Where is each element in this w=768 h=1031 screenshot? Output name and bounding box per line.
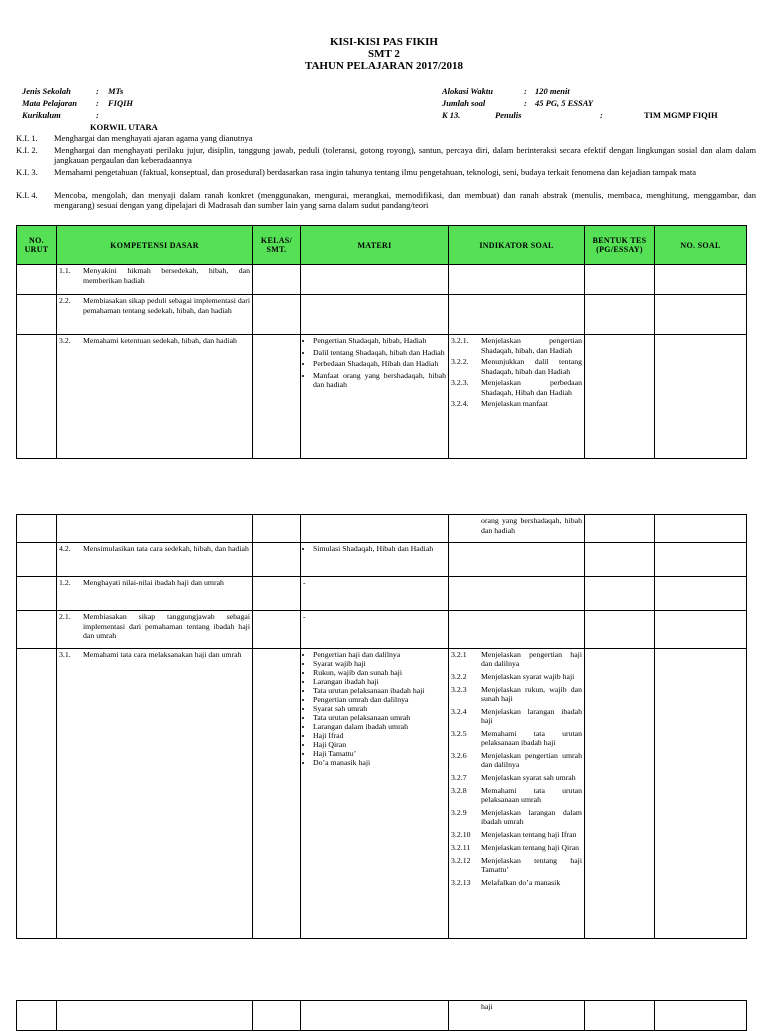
materi-item: • Simulasi Shadaqah, Hibah dan Hadiah — [313, 544, 446, 554]
kd-cell — [59, 336, 250, 346]
table-row — [17, 295, 747, 335]
materi-dash: - — [303, 578, 306, 587]
materi-item: • Tata urutan pelaksanaan umrah — [313, 713, 446, 722]
ki-3 — [16, 167, 756, 177]
materi-item: • Pengertian haji dan dalilnya — [313, 650, 446, 659]
indikator-item — [451, 830, 582, 839]
ki-1 — [16, 133, 756, 143]
indikator-item — [451, 336, 582, 355]
indikator-text: Menjelaskan pengertian haji dan dalilnya — [481, 650, 582, 668]
indikator-text: Memahami tata urutan pelaksanaan umrah — [481, 786, 582, 804]
ki-text: Menghargai dan menghayati ajaran agama yang dianutnya — [54, 133, 253, 143]
materi-item: • Syarat wajib haji — [313, 659, 446, 668]
table-row — [17, 577, 747, 611]
ki-code: K.I. 3. — [16, 167, 38, 177]
indikator-item — [451, 516, 582, 535]
indikator-text: Menjelaskan tentang haji Qiran — [481, 843, 580, 852]
doc-title-line2: SMT 2 — [368, 48, 400, 60]
kd-text: Memahami tata cara melaksanakan haji dan umrah — [83, 650, 242, 659]
indikator-text: Menjelaskan syarat sah umrah — [481, 773, 576, 782]
indikator-item — [451, 378, 582, 397]
materi-item: • Pengertian Shadaqah, hibah, Hadiah — [313, 336, 446, 346]
materi-item: • Manfaat orang yang bershadaqah, hibah dan hadiah — [313, 371, 446, 390]
penulis-label: Penulis — [495, 110, 522, 120]
indikator-text: orang yang bershadaqah, hibah dan hadiah — [481, 516, 582, 535]
kd-cell — [59, 612, 250, 641]
materi-item: • Haji Ifrad — [313, 731, 446, 740]
header-bentuk-tes: BENTUK TES (PG/ESSAY) — [585, 226, 655, 265]
kd-number: 2.2. — [59, 296, 71, 305]
indikator-number: 3.2.2. — [451, 357, 469, 366]
materi-item: • Perbedaan Shadaqah, Hibah dan Hadiah — [313, 359, 446, 369]
indikator-number: 3.2.10 — [451, 830, 471, 839]
indikator-item — [451, 650, 582, 668]
materi-list — [303, 544, 446, 554]
indikator-text: haji — [481, 1002, 493, 1011]
materi-item: • Larangan dalam ibadah umrah — [313, 722, 446, 731]
kd-number: 3.2. — [59, 336, 71, 345]
jenis-sekolah-label: Jenis Sekolah — [22, 86, 71, 96]
jenis-sekolah-value: MTs — [108, 86, 124, 96]
materi-item: • Tata urutan pelaksanaan ibadah haji — [313, 686, 446, 695]
indikator-number: 3.2.7 — [451, 773, 467, 782]
k13-label: K 13. — [442, 110, 461, 120]
indikator-item — [451, 672, 582, 681]
jumlah-soal-value: 45 PG, 5 ESSAY — [535, 98, 594, 108]
indikator-text: Menjelaskan syarat wajib haji — [481, 672, 575, 681]
table-row — [17, 611, 747, 649]
indikator-number: 3.2.4. — [451, 399, 469, 408]
kisi-table-page1 — [16, 225, 747, 459]
ki-4 — [16, 190, 756, 210]
ki-code: K.I. 4. — [16, 190, 38, 200]
indikator-text: Menunjukkan dalil tentang Shadaqah, hibah dan Hadiah — [481, 357, 582, 376]
alokasi-value: 120 menit — [535, 86, 570, 96]
kurikulum-label: Kurikulum — [22, 110, 61, 120]
indikator-number: 3.2.2 — [451, 672, 467, 681]
indikator-text: Menjelaskan tentang haji Ifran — [481, 830, 577, 839]
meta-colon: : — [600, 110, 603, 120]
meta-colon: : — [524, 98, 527, 108]
kd-text: Menyakini hikmah bersedekah, hibah, dan memberikan hadiah — [83, 266, 250, 285]
table-header-row — [17, 226, 747, 265]
kd-number: 4.2. — [59, 544, 71, 553]
header-materi: MATERI — [301, 226, 449, 265]
indikator-text: Menjelaskan manfaat — [481, 399, 548, 408]
indikator-item — [451, 707, 582, 725]
indikator-text: Menjelaskan tentang haji Tamattu’ — [481, 856, 582, 874]
materi-item: • Do’a manasik haji — [313, 758, 446, 767]
table-row — [17, 265, 747, 295]
table-row — [17, 1001, 747, 1031]
materi-dash: - — [303, 612, 306, 621]
indikator-number: 3.2.3. — [451, 378, 469, 387]
header-indikator-soal: INDIKATOR SOAL — [449, 226, 585, 265]
indikator-text: Menjelaskan larangan ibadah haji — [481, 707, 582, 725]
materi-item: • Haji Tamattu’ — [313, 749, 446, 758]
indikator-item — [451, 399, 582, 409]
kd-cell — [59, 266, 250, 285]
materi-list — [303, 336, 446, 390]
kd-number: 1.2. — [59, 578, 71, 587]
indikator-item — [451, 773, 582, 782]
alokasi-label: Alokasi Waktu — [442, 86, 493, 96]
materi-item: • Haji Qiran — [313, 740, 446, 749]
kd-text: Mensimulasikan tata cara sedekah, hibah, dan hadiah — [83, 544, 249, 553]
indikator-item — [451, 729, 582, 747]
kd-number: 2.1. — [59, 612, 71, 621]
indikator-text: Menjelaskan pengertian Shadaqah, hibah, dan Hadiah — [481, 336, 582, 355]
kd-text: Memahami ketentuan sedekah, hibah, dan hadiah — [83, 336, 237, 345]
ki-code: K.I. 2. — [16, 145, 38, 155]
meta-colon: : — [524, 86, 527, 96]
header-no-soal: NO. SOAL — [655, 226, 747, 265]
kisi-table-page3 — [16, 1000, 747, 1031]
kd-cell — [59, 578, 250, 588]
kd-cell — [59, 650, 250, 660]
indikator-item — [451, 685, 582, 703]
indikator-item — [451, 1002, 582, 1012]
meta-colon: : — [96, 98, 99, 108]
indikator-number: 3.2.12 — [451, 856, 471, 865]
meta-colon: : — [96, 86, 99, 96]
table-row — [17, 649, 747, 939]
indikator-text: Melafalkan do’a manasik — [481, 878, 561, 887]
ki-code: K.I. 1. — [16, 133, 38, 143]
kd-text: Menghayati nilai-nilai ibadah haji dan umrah — [83, 578, 224, 587]
indikator-number: 3.2.1. — [451, 336, 469, 345]
mata-pelajaran-label: Mata Pelajaran — [22, 98, 78, 108]
indikator-item — [451, 856, 582, 874]
indikator-number: 3.2.1 — [451, 650, 467, 659]
indikator-number: 3.2.5 — [451, 729, 467, 738]
indikator-text: Memahami tata urutan pelaksanaan ibadah haji — [481, 729, 582, 747]
materi-item: • Syarat sah umrah — [313, 704, 446, 713]
indikator-item — [451, 878, 582, 887]
table-row — [17, 515, 747, 543]
table-row — [17, 543, 747, 577]
indikator-number: 3.2.4 — [451, 707, 467, 716]
indikator-number: 3.2.13 — [451, 878, 471, 887]
kd-number: 1.1. — [59, 266, 71, 275]
indikator-text: Menjelaskan pengertian umrah dan dalilnya — [481, 751, 582, 769]
doc-title-line3: TAHUN PELAJARAN 2017/2018 — [304, 60, 464, 72]
penulis-value: TIM MGMP FIQIH — [644, 110, 718, 120]
materi-item: • Larangan ibadah haji — [313, 677, 446, 686]
kisi-table-page2 — [16, 514, 747, 939]
indikator-item — [451, 786, 582, 804]
kd-text: Membiasakan sikap peduli sebagai implementasi dari pemahaman tentang sedekah, hibah, dan hadiah — [83, 296, 250, 315]
jumlah-soal-label: Jumlah soal — [442, 98, 486, 108]
indikator-item — [451, 357, 582, 376]
kd-cell — [59, 296, 250, 315]
meta-colon: : — [96, 110, 99, 120]
indikator-item — [451, 808, 582, 826]
doc-title-line1: KISI-KISI PAS FIKIH — [330, 36, 438, 48]
indikator-number: 3.2.11 — [451, 843, 471, 852]
materi-item: • Dalil tentang Shadaqah, hibah dan Hadiah — [313, 348, 446, 358]
materi-item: • Pengertian umrah dan dalilnya — [313, 695, 446, 704]
kd-number: 3.1. — [59, 650, 71, 659]
materi-item: • Rukun, wajib dan sunah haji — [313, 668, 446, 677]
mata-pelajaran-value: FIQIH — [108, 98, 134, 108]
indikator-text: Menjelaskan larangan dalam ibadah umrah — [481, 808, 582, 826]
header-kelas-smt: KELAS/ SMT. — [253, 226, 301, 265]
table-row — [17, 335, 747, 459]
indikator-text: Menjelaskan perbedaan Shadaqah, Hibah dan Hadiah — [481, 378, 582, 397]
kd-cell — [59, 544, 250, 554]
indikator-number: 3.2.8 — [451, 786, 467, 795]
indikator-item — [451, 843, 582, 852]
indikator-text: Menjelaskan rukun, wajib dan sunah haji — [481, 685, 582, 703]
indikator-number: 3.2.3 — [451, 685, 467, 694]
indikator-item — [451, 751, 582, 769]
kd-text: Membiasakan sikap tanggungjawab sebagai implementasi dari pemahaman tentang ibadah haji dan umrah — [83, 612, 250, 640]
indikator-number: 3.2.9 — [451, 808, 467, 817]
materi-list — [303, 650, 446, 767]
header-kompetensi-dasar: KOMPETENSI DASAR — [57, 226, 253, 265]
ki-2 — [16, 145, 756, 165]
ki-text: Menghargai dan menghayati perilaku jujur, disiplin, tanggung jawab, peduli (toleransi, gotong royong), santun, percaya diri, dalam berinteraksi secara efektif dengan lingkungan sosial dan alam dalam jangkauan pergaulan dan keberadaannya — [54, 145, 756, 165]
korwil-label: KORWIL UTARA — [90, 122, 158, 132]
indikator-number: 3.2.6 — [451, 751, 467, 760]
header-no-urut: NO. URUT — [17, 226, 57, 265]
ki-text: Memahami pengetahuan (faktual, konseptual, dan prosedural) berdasarkan rasa ingin tahunya tentang ilmu pengetahuan, teknologi, seni, budaya terkait fenomena dan kejadian tampak mata — [54, 167, 696, 177]
ki-text: Mencoba, mengolah, dan menyaji dalam ranah konkret (menggunakan, mengurai, merangkai, memodifikasi, dan membuat) dan ranah abstrak (menulis, membaca, menghitung, menggambar, dan mengarang) sesuai dengan yang dipelajari di Madrasah dan sumber lain yang sama dalam sudut pandang/teori — [54, 190, 756, 210]
